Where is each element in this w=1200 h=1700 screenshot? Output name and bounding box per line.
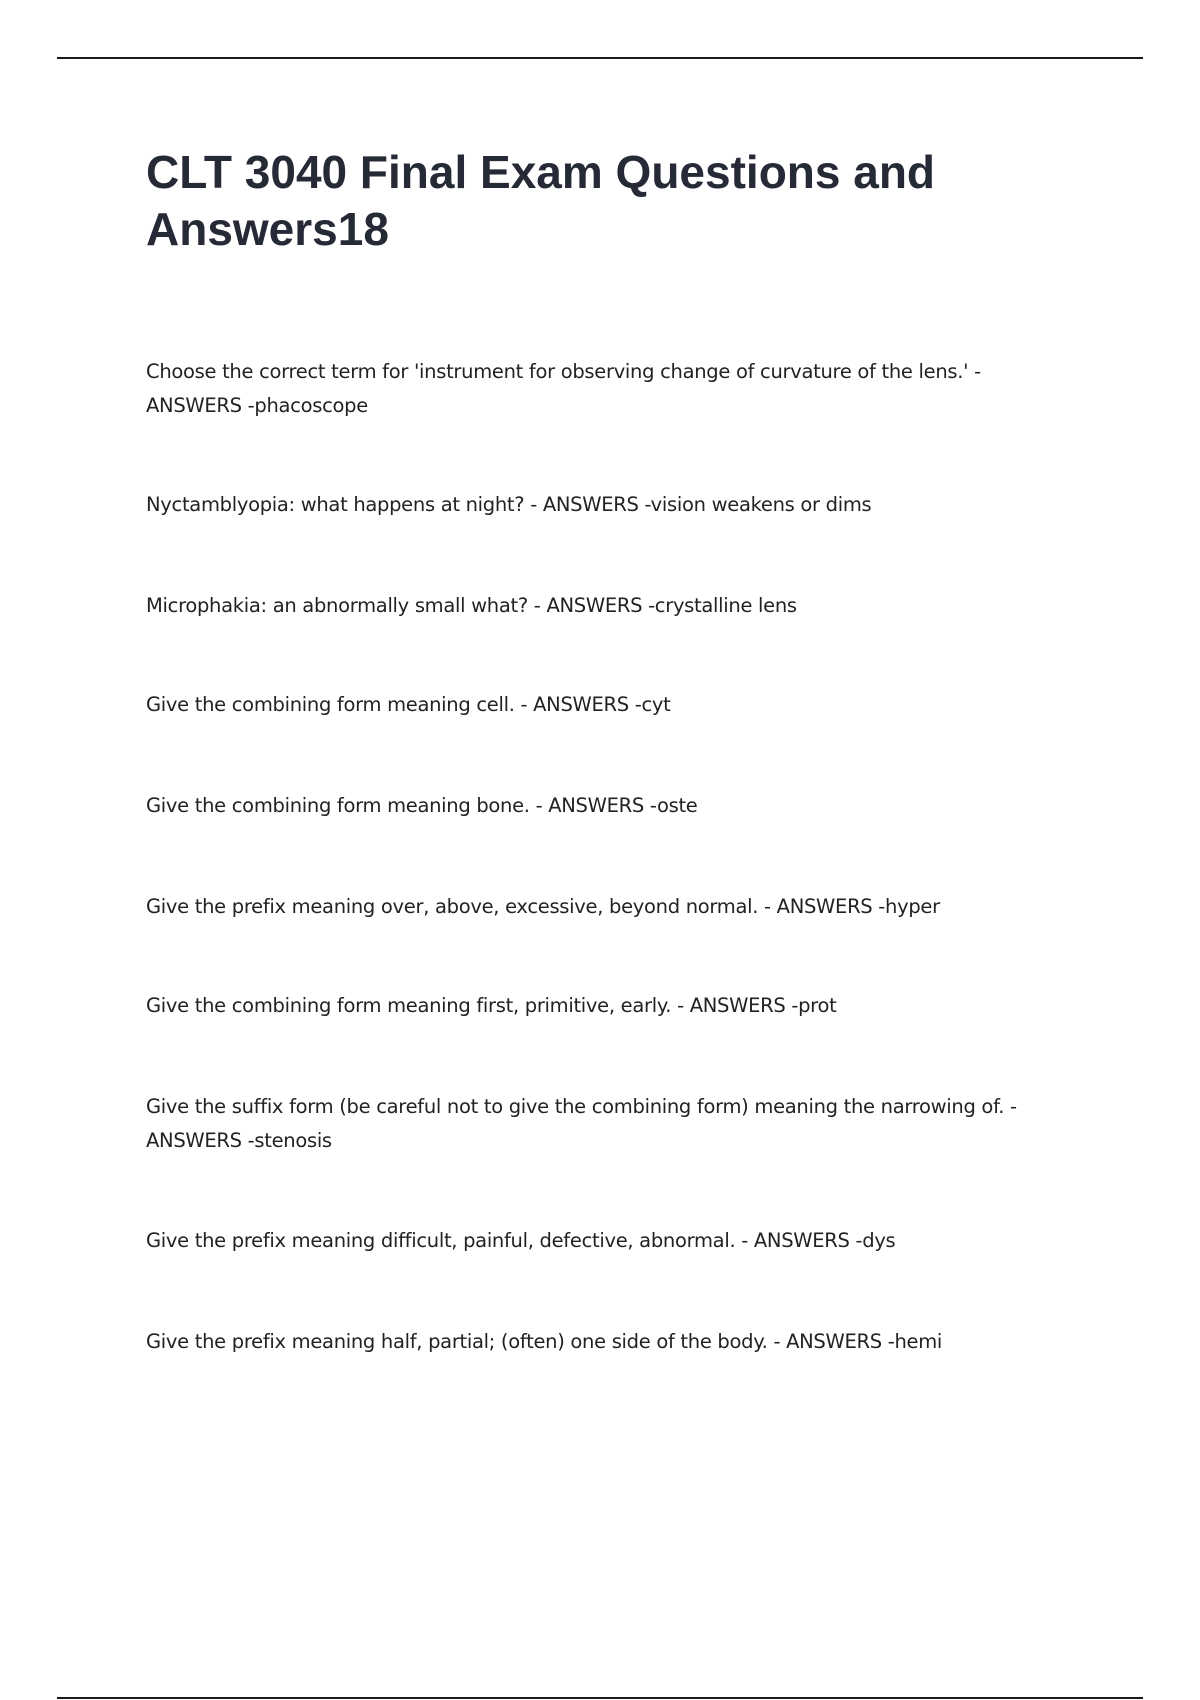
qa-item: Nyctamblyopia: what happens at night? - ANSWERS -vision weakens or dims bbox=[146, 493, 872, 516]
top-divider bbox=[57, 57, 1143, 59]
qa-item: Give the prefix meaning over, above, excessive, beyond normal. - ANSWERS -hyper bbox=[146, 895, 940, 918]
qa-item: Choose the correct term for 'instrument for observing change of curvature of the lens.' - ANSWERS -phacoscope bbox=[146, 360, 981, 417]
qa-item: Give the combining form meaning cell. - ANSWERS -cyt bbox=[146, 693, 671, 716]
bottom-divider bbox=[57, 1697, 1143, 1699]
qa-item: Give the combining form meaning first, primitive, early. - ANSWERS -prot bbox=[146, 994, 837, 1017]
qa-item: Give the prefix meaning difficult, painful, defective, abnormal. - ANSWERS -dys bbox=[146, 1229, 896, 1252]
qa-item: Give the combining form meaning bone. - ANSWERS -oste bbox=[146, 794, 698, 817]
page-title: CLT 3040 Final Exam Questions and Answers18 bbox=[146, 146, 936, 255]
qa-item: Give the prefix meaning half, partial; (often) one side of the body. - ANSWERS -hemi bbox=[146, 1330, 943, 1353]
qa-item: Microphakia: an abnormally small what? - ANSWERS -crystalline lens bbox=[146, 594, 797, 617]
qa-item: Give the suffix form (be careful not to give the combining form) meaning the narrowing of. - ANSWERS -stenosis bbox=[146, 1095, 1017, 1152]
